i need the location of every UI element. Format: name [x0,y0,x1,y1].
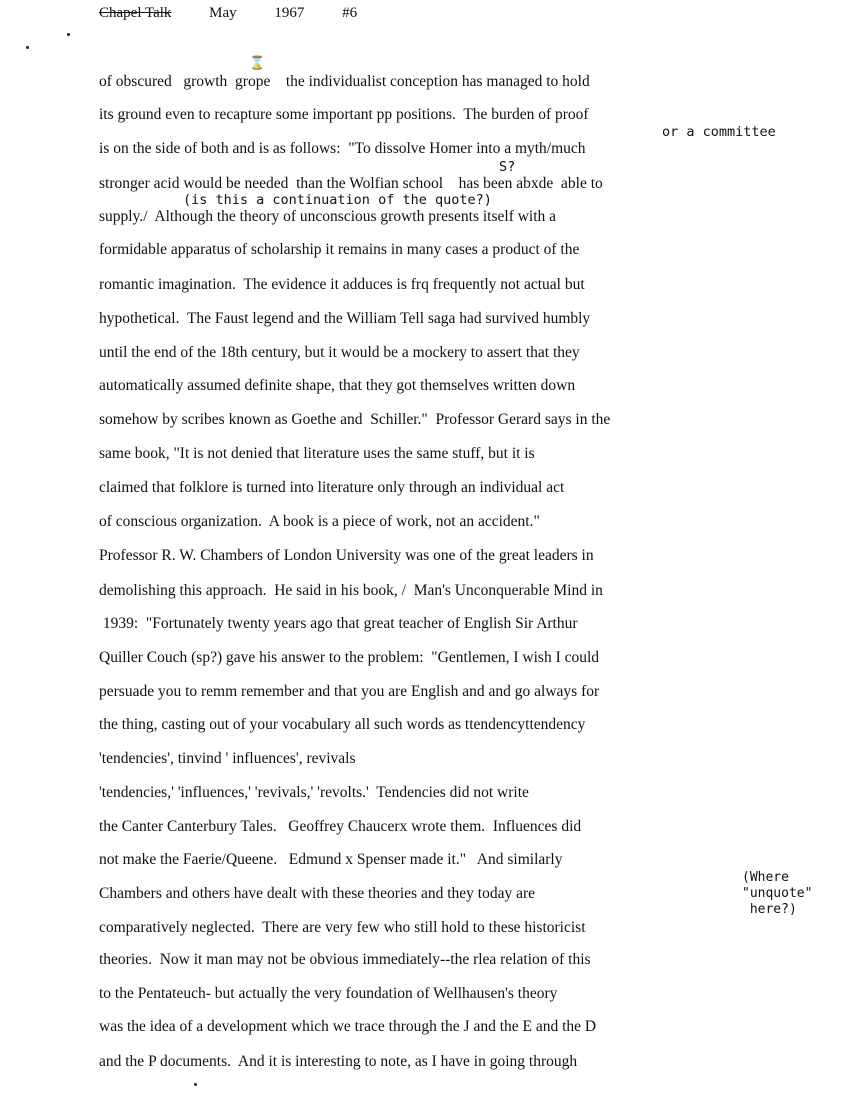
text-line: theories. Now it man may not be obvious immediately--the rlea relation of this [99,951,591,968]
annotation-s-query: S? [499,159,516,175]
annotation-committee: or a committee [662,124,776,140]
text-line: Chambers and others have dealt with these theories and they today are [99,885,536,902]
text-line: the thing, casting out of your vocabulary all such words as ttendencyttendency [99,716,586,733]
margin-mark [67,33,70,36]
text-line: demolishing this approach. He said in his book, / Man's Unconquerable Mind in [99,582,603,599]
text-line: of conscious organization. A book is a piece of work, not an accident." [99,513,540,530]
header-month: May [209,5,237,21]
text-line: claimed that folklore is turned into literature only through an individual act [99,479,565,496]
text-line: Professor R. W. Chambers of London University was one of the great leaders in [99,547,594,564]
annotation-where-unquote: (Where "unquote" here?) [742,870,813,917]
text-line: persuade you to remm remember and that you are English and and go always for [99,683,600,700]
text-line: romantic imagination. The evidence it adduces is frq frequently not actual but [99,276,585,293]
header-number: #6 [342,5,358,21]
text-line: somehow by scribes known as Goethe and Schiller." Professor Gerard says in the [99,411,611,428]
header-year: 1967 [274,5,305,21]
header-title: Chapel Talk [99,5,172,21]
text-line: 1939: "Fortunately twenty years ago that great teacher of English Sir Arthur [99,615,578,632]
caret-mark: ⌛ [249,56,266,71]
text-line: was the idea of a development which we trace through the J and the E and the D [99,1018,597,1035]
text-line: and the P documents. And it is interesting to note, as I have in going through [99,1053,578,1070]
text-line: 'tendencies', tinvind ' influences', revivals [99,750,356,767]
text-line: Quiller Couch (sp?) gave his answer to the problem: "Gentlemen, I wish I could [99,649,600,666]
text-line: until the end of the 18th century, but it would be a mockery to assert that they [99,344,580,361]
text-line: formidable apparatus of scholarship it remains in many cases a product of the [99,241,580,258]
page-header [99,5,391,22]
text-line: stronger acid would be needed than the Wolfian school has been abxde able to [99,175,603,192]
text-line: of obscured growth grope the individualist conception has managed to hold [99,73,590,90]
text-line: is on the side of both and is as follows: "To dissolve Homer into a myth/much [99,140,586,157]
text-line: comparatively neglected. There are very few who still hold to these historicist [99,919,586,936]
text-line: to the Pentateuch- but actually the very foundation of Wellhausen's theory [99,985,558,1002]
text-line: automatically assumed definite shape, that they got themselves written down [99,377,576,394]
margin-mark [194,1083,197,1086]
text-line: its ground even to recapture some important pp positions. The burden of proof [99,106,589,123]
text-line: the Canter Canterbury Tales. Geoffrey Chaucerx wrote them. Influences did [99,818,582,835]
text-line: 'tendencies,' 'influences,' 'revivals,' 'revolts.' Tendencies did not write [99,784,529,801]
text-line: hypothetical. The Faust legend and the William Tell saga had survived humbly [99,310,591,327]
annotation-continuation: (is this a continuation of the quote?) [183,192,492,208]
text-line: not make the Faerie/Queene. Edmund x Spenser made it." And similarly [99,851,563,868]
text-line: same book, "It is not denied that literature uses the same stuff, but it is [99,445,535,462]
text-line: supply./ Although the theory of unconscious growth presents itself with a [99,208,557,225]
margin-mark [26,46,29,49]
